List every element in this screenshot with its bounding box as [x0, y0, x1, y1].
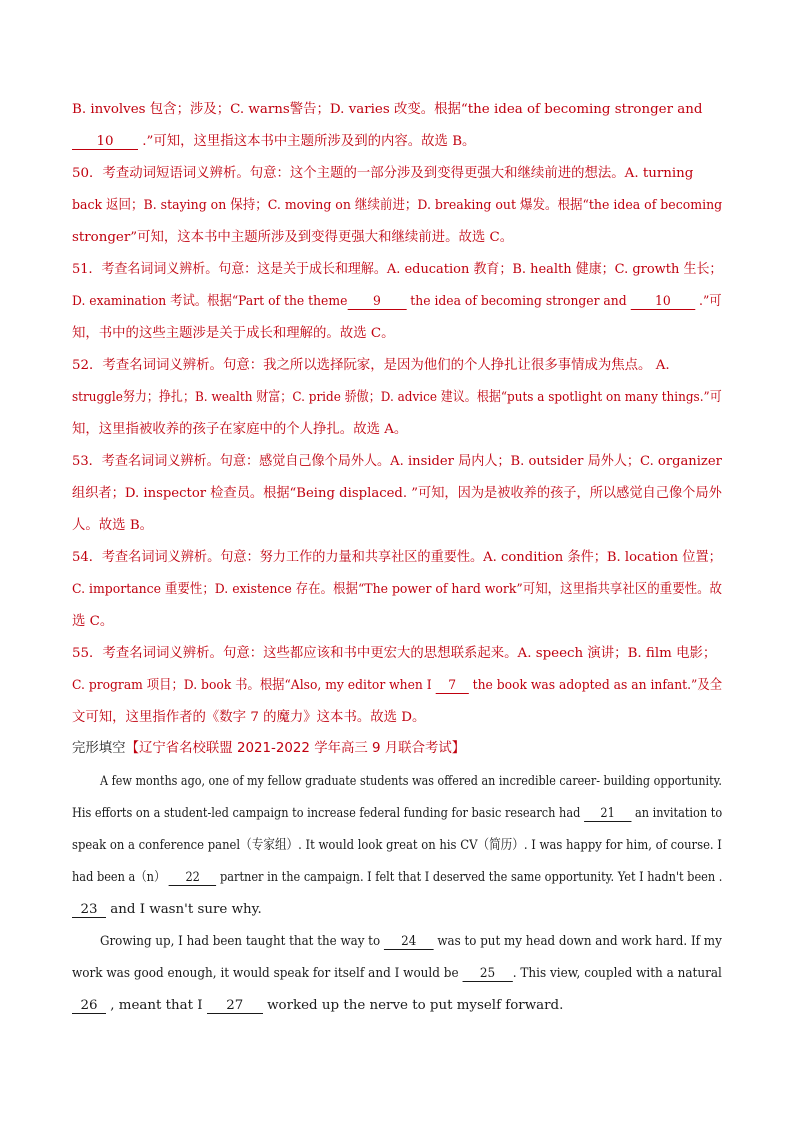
explanation-line: 50．考查动词短语词义辨析。句意：这个主题的一部分涉及到变得更强大和继续前进的想法。A. turning [72, 166, 694, 181]
passage-line: speak on a conference panel（专家组）. It would look great on his CV（简历）. I was happy for him, of course. I [72, 838, 722, 853]
question-blank: 26 [72, 998, 106, 1014]
question-blank: 22 [169, 870, 216, 886]
question-blank: 27 [207, 998, 263, 1014]
question-blank: 23 [72, 902, 106, 918]
explanation-line: 知，这里指被收养的孩子在家庭中的个人挣扎。故选 A。 [72, 422, 408, 437]
answer-blank: 9 [347, 294, 406, 310]
answer-blank: 7 [436, 678, 469, 694]
explanation-line: D. examination 考试。根据“Part of the theme 9 the idea of becoming stronger and 10 .”可 [72, 294, 722, 309]
passage-line: 23 and I wasn't sure why. [72, 901, 262, 919]
passage-line: His efforts on a student-led campaign to increase federal funding for basic research had 21 an invitation to [72, 806, 723, 821]
question-blank: 25 [462, 966, 512, 982]
explanation-line: 10 .”可知，这里指这本书中主题所涉及到的内容。故选 B。 [72, 133, 475, 151]
explanation-line: stronger”可知，这本书中主题所涉及到变得更强大和继续前进。故选 C。 [72, 230, 514, 245]
explanation-line: 52．考查名词词义辨析。句意：我之所以选择阮家，是因为他们的个人挣扎让很多事情成为焦点。 A. [72, 358, 670, 373]
explanation-line: 54．考查名词词义辨析。句意：努力工作的力量和共享社区的重要性。A. condition 条件；B. location 位置； [72, 550, 722, 565]
explanation-line: 文可知，这里指作者的《数字 7 的魔力》这本书。故选 D。 [72, 710, 426, 725]
explanation-line: struggle努力；挣扎；B. wealth 财富；C. pride 骄傲；D. advice 建议。根据“puts a spotlight on many things.”可 [72, 390, 722, 405]
question-blank: 24 [384, 934, 434, 950]
section-title: 完形填空 [72, 741, 126, 756]
passage-line: work was good enough, it would speak for itself and I would be 25 . This view, coupled with a natural [72, 966, 722, 981]
explanation-line: 知，书中的这些主题涉是关于成长和理解的。故选 C。 [72, 326, 395, 341]
passage-line: A few months ago, one of my fellow graduate students was offered an incredible career- building opportunity. [100, 774, 722, 789]
passage-line: Growing up, I had been taught that the way to 24 was to put my head down and work hard. If my [100, 934, 722, 949]
explanation-line: B. involves 包含；涉及；C. warns警告；D. varies 改变。根据“the idea of becoming stronger and [72, 102, 703, 117]
explanation-line: 53．考查名词词义辨析。句意：感觉自己像个局外人。A. insider 局内人；B. outsider 局外人；C. organizer [72, 454, 722, 469]
explanation-line: C. importance 重要性；D. existence 存在。根据“The power of hard work”可知，这里指共享社区的重要性。故 [72, 582, 723, 597]
section-header [72, 740, 465, 758]
explanation-line: 选 C。 [72, 614, 114, 629]
answer-blank: 10 [631, 294, 696, 310]
section-source: 【辽宁省名校联盟 2021-2022 学年高三 9 月联合考试】 [125, 741, 466, 756]
explanation-line: 组织者；D. inspector 检查员。根据“Being displaced. ”可知，因为是被收养的孩子，所以感觉自己像个局外 [72, 486, 722, 501]
explanation-line: C. program 项目；D. book 书。根据“Also, my editor when I 7 the book was adopted as an infant.”及全 [72, 678, 723, 693]
explanation-line: 55．考查名词词义辨析。句意：这些都应该和书中更宏大的思想联系起来。A. speech 演讲；B. film 电影； [72, 646, 717, 661]
passage-line: had been a（n） 22 partner in the campaign. I felt that I deserved the same opportunity. Yet I hadn't been . [72, 870, 723, 885]
explanation-line: 人。故选 B。 [72, 518, 154, 533]
explanation-line: 51．考查名词词义辨析。句意：这是关于成长和理解。A. education 教育；B. health 健康；C. growth 生长； [72, 262, 723, 277]
question-blank: 21 [584, 806, 631, 822]
passage-line: 26 , meant that I 27 worked up the nerve to put myself forward. [72, 997, 563, 1015]
answer-blank: 10 [72, 134, 138, 150]
explanation-line: back 返回；B. staying on 保持；C. moving on 继续前进；D. breaking out 爆发。根据“the idea of becoming [72, 198, 723, 213]
